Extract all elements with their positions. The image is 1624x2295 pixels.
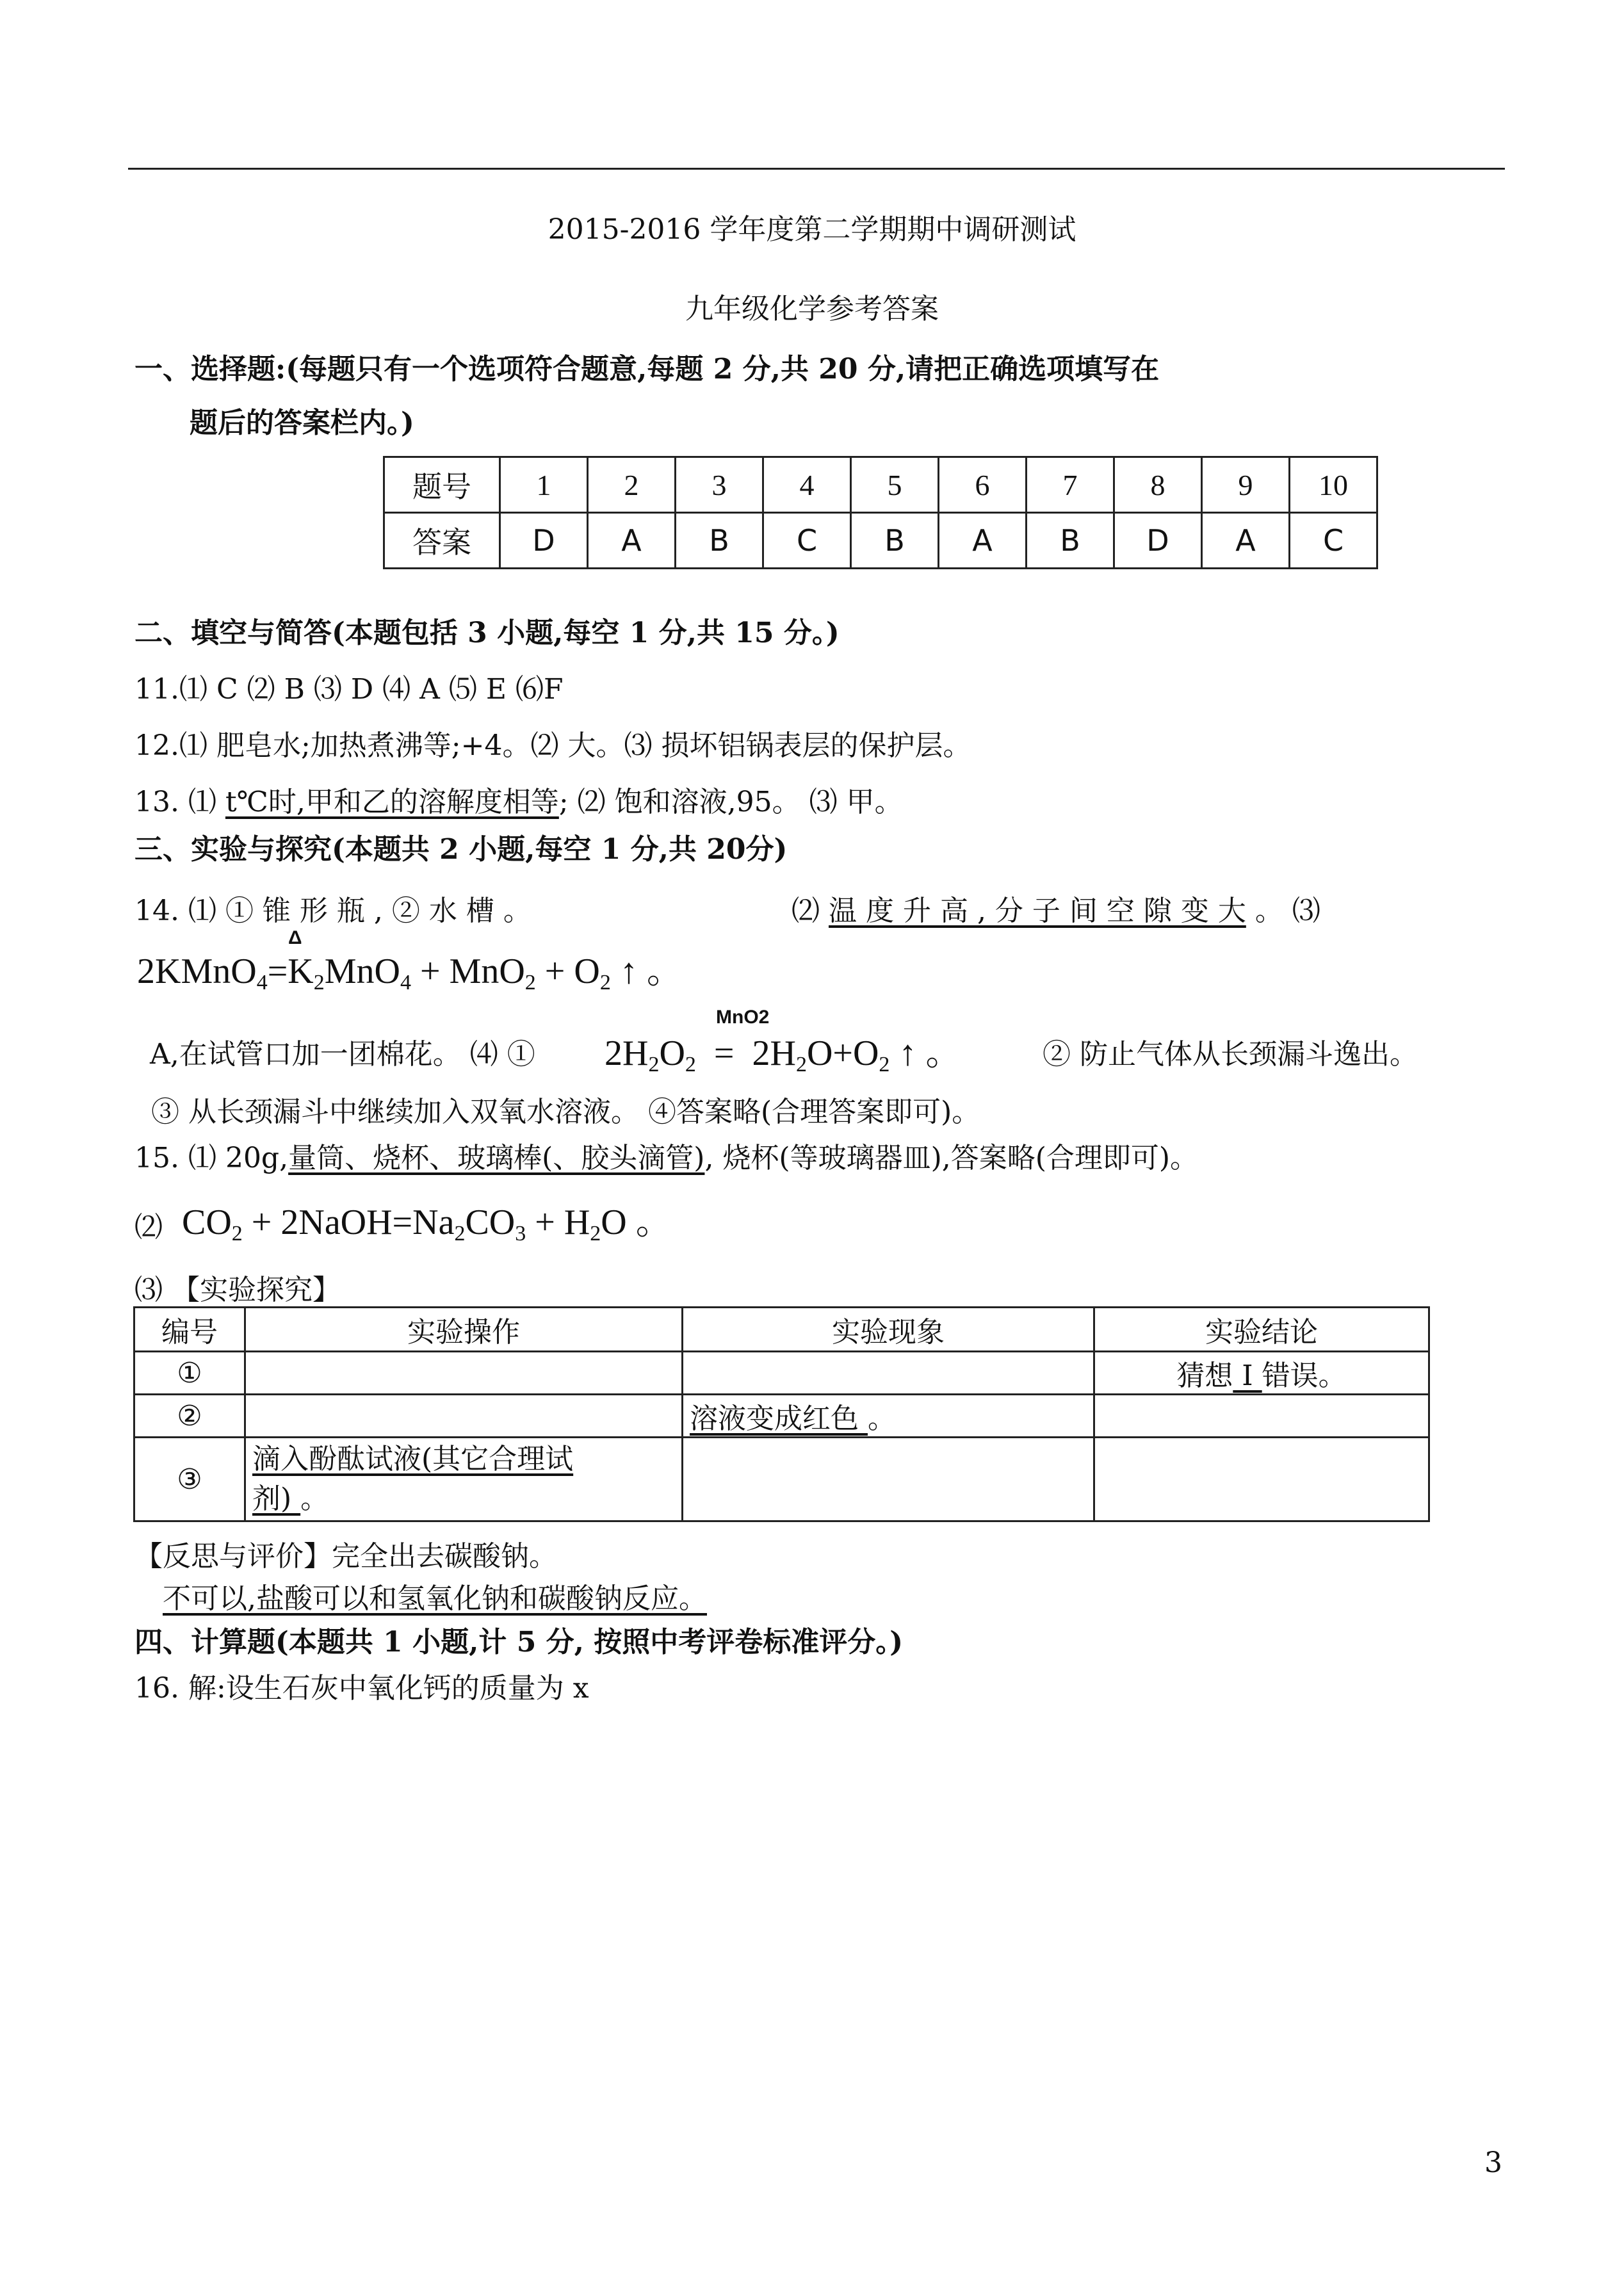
section2-heading: 二、填空与简答(本题包括 3 小题,每空 1 分,共 15 分。) xyxy=(134,617,840,649)
q11-answer: 11.⑴ C ⑵ B ⑶ D ⑷ A ⑸ E ⑹F xyxy=(134,673,564,706)
q14-part2 xyxy=(792,888,1320,929)
col-header-phenomenon: 实验现象 xyxy=(683,1308,1094,1352)
eq1-sub: 2 xyxy=(524,971,536,994)
q15-2-label: ⑵ xyxy=(134,1211,163,1244)
row-number: ③ xyxy=(134,1438,245,1521)
eq3-c: CO xyxy=(465,1203,516,1242)
reflection-line1: 【反思与评价】完全出去碳酸钠。 xyxy=(134,1540,557,1573)
row-conclusion xyxy=(1094,1395,1429,1438)
eq2-sub: 2 xyxy=(685,1053,696,1076)
question-number: 10 xyxy=(1290,457,1377,513)
row-operation xyxy=(245,1395,683,1438)
eq1-rhs3: O xyxy=(574,952,600,991)
q15-3-label: ⑶ 【实验探究】 xyxy=(134,1274,341,1306)
table-row xyxy=(134,1395,1429,1438)
phenomenon-underlined: 溶液变成红色 xyxy=(690,1402,868,1435)
question-number: 4 xyxy=(763,457,851,513)
table-row xyxy=(134,1438,1429,1521)
answer-cell: B xyxy=(1027,513,1114,569)
col-header-operation: 实验操作 xyxy=(245,1308,683,1352)
eq2-sub: 2 xyxy=(879,1053,890,1076)
table-row-questions xyxy=(384,457,1377,513)
answer-cell: D xyxy=(500,513,588,569)
document-title: 2015-2016 学年度第二学期期中调研测试 xyxy=(548,213,1076,246)
eq2-tail: ↑ 。 xyxy=(889,1034,962,1073)
question-number: 2 xyxy=(588,457,676,513)
eq3-sub: 3 xyxy=(515,1222,526,1245)
row-label-a: 答案 xyxy=(384,513,500,569)
row-number: ② xyxy=(134,1395,245,1438)
q13-underlined: t℃时,甲和乙的溶解度相等 xyxy=(225,786,559,818)
eq3-sub: 2 xyxy=(454,1222,466,1245)
q14-part4: ③ 从长颈漏斗中继续加入双氧水溶液。 ④答案略(合理答案即可)。 xyxy=(151,1096,980,1128)
eq3-e: O 。 xyxy=(601,1203,672,1242)
eq3-d: + H xyxy=(526,1203,590,1242)
q15-underlined: 量筒、烧杯、玻璃棒(、胶头滴管) xyxy=(288,1142,705,1174)
q13-suffix: ; ⑵ 饱和溶液,95。 ⑶ 甲。 xyxy=(558,786,903,818)
row-conclusion xyxy=(1094,1352,1429,1395)
answer-cell: A xyxy=(1202,513,1290,569)
equation-co2-naoh xyxy=(182,1194,672,1246)
q15-suffix: , 烧杯(等玻璃器皿),答案略(合理即可)。 xyxy=(704,1142,1199,1174)
question-number: 9 xyxy=(1202,457,1290,513)
eq1-sub: 2 xyxy=(313,971,325,994)
eq2-sub: 2 xyxy=(648,1053,660,1076)
conclusion-underlined: Ⅰ xyxy=(1233,1359,1262,1392)
q14-part2-underlined: 温 度 升 高 , 分 子 间 空 隙 变 大 xyxy=(829,895,1246,927)
row-number: ① xyxy=(134,1352,245,1395)
answer-cell: B xyxy=(851,513,939,569)
section1-heading-cont: 题后的答案栏内。) xyxy=(190,407,414,439)
q14-part2-suffix: 。 ⑶ xyxy=(1246,895,1320,927)
row-label-q: 题号 xyxy=(384,457,500,513)
row-operation xyxy=(245,1352,683,1395)
eq3-sub: 2 xyxy=(231,1222,243,1245)
eq2-lhs2: O xyxy=(659,1034,685,1073)
question-number: 1 xyxy=(500,457,588,513)
operation-underlined-cont: 剂) xyxy=(252,1482,301,1515)
eq1-rhs1b: MnO xyxy=(324,952,400,991)
q13-answer xyxy=(134,779,903,820)
question-number: 3 xyxy=(676,457,763,513)
eq1-rhs1: K xyxy=(288,952,314,991)
section1-heading: 一、选择题:(每题只有一个选项符合题意,每题 2 分,共 20 分,请把正确选项填写在 xyxy=(134,353,1160,385)
eq1-condition: Δ xyxy=(288,927,302,948)
table-header-row xyxy=(134,1308,1429,1352)
col-header-conclusion: 实验结论 xyxy=(1094,1308,1429,1352)
eq1-sub: 4 xyxy=(400,971,411,994)
equation-h2o2 xyxy=(605,1025,961,1077)
conclusion-prefix: 猜想 xyxy=(1176,1359,1233,1392)
section3-heading: 三、实验与探究(本题共 2 小题,每空 1 分,共 20分) xyxy=(134,833,788,866)
q14-part3-suffix: ② 防止气体从长颈漏斗逸出。 xyxy=(1043,1038,1418,1071)
q12-answer: 12.⑴ 肥皂水;加热煮沸等;+4。⑵ 大。⑶ 损坏铝锅表层的保护层。 xyxy=(134,729,971,762)
eq2-equals: = xyxy=(713,1034,735,1073)
eq1-rhs2: MnO xyxy=(449,952,525,991)
question-number: 7 xyxy=(1027,457,1114,513)
answer-cell: C xyxy=(763,513,851,569)
equation-kmno4: $2KMnO_4=K_2MnO_4 + MnO_2 + O_2$ ↑ 。 xyxy=(137,952,683,994)
answer-cell: D xyxy=(1114,513,1202,569)
page-number: 3 xyxy=(1484,2146,1502,2179)
choice-answer-table xyxy=(383,456,1378,569)
q14-part1: 14. ⑴ ① 锥 形 瓶 , ② 水 槽 。 xyxy=(134,895,532,927)
reflection-line2: 不可以,盐酸可以和氢氧化钠和碳酸钠反应。 xyxy=(163,1582,707,1615)
table-row xyxy=(134,1352,1429,1395)
section4-heading: 四、计算题(本题共 1 小题,计 5 分, 按照中考评卷标准评分。) xyxy=(134,1626,904,1658)
question-number: 6 xyxy=(939,457,1027,513)
question-number: 5 xyxy=(851,457,939,513)
answer-cell: A xyxy=(588,513,676,569)
header-rule xyxy=(128,168,1505,170)
eq2-rhs2: O+O xyxy=(806,1034,879,1073)
eq2-lhs: 2H xyxy=(605,1034,649,1073)
eq2-condition: MnO2 xyxy=(716,1007,770,1028)
q15-answer xyxy=(134,1135,1198,1176)
question-number: 8 xyxy=(1114,457,1202,513)
row-conclusion xyxy=(1094,1438,1429,1521)
eq2-sub: 2 xyxy=(795,1053,807,1076)
q14-part2-prefix: ⑵ xyxy=(792,895,829,927)
eq3-b: + 2NaOH=Na xyxy=(242,1203,455,1242)
table-row-answers xyxy=(384,513,1377,569)
q14-part3-prefix: A,在试管口加一团棉花。 ⑷ ① xyxy=(150,1038,535,1071)
operation-suffix: 。 xyxy=(300,1482,329,1515)
document-subtitle: 九年级化学参考答案 xyxy=(685,293,939,325)
answer-cell: A xyxy=(939,513,1027,569)
conclusion-suffix: 错误。 xyxy=(1262,1359,1347,1392)
answer-cell: C xyxy=(1290,513,1377,569)
operation-underlined: 滴入酚酞试液(其它合理试 xyxy=(252,1443,574,1475)
row-phenomenon xyxy=(683,1438,1094,1521)
row-phenomenon xyxy=(683,1352,1094,1395)
eq1-sub: 2 xyxy=(599,971,611,994)
col-header-number: 编号 xyxy=(134,1308,245,1352)
row-operation xyxy=(245,1438,683,1521)
eq2-rhs: 2H xyxy=(752,1034,796,1073)
q15-prefix: 15. ⑴ 20g, xyxy=(134,1142,289,1174)
eq1-tail: ↑ 。 xyxy=(610,952,683,991)
eq3-sub: 2 xyxy=(590,1222,601,1245)
eq3-a: CO xyxy=(182,1203,232,1242)
q13-prefix: 13. ⑴ xyxy=(134,786,225,818)
experiment-table xyxy=(133,1306,1430,1522)
answer-cell: B xyxy=(676,513,763,569)
q16-answer: 16. 解:设生石灰中氧化钙的质量为 x xyxy=(134,1672,589,1705)
eq1-sub: 4 xyxy=(256,971,268,994)
eq1-lhs: 2KMnO xyxy=(137,952,257,991)
row-phenomenon xyxy=(683,1395,1094,1438)
phenomenon-suffix: 。 xyxy=(868,1402,896,1435)
